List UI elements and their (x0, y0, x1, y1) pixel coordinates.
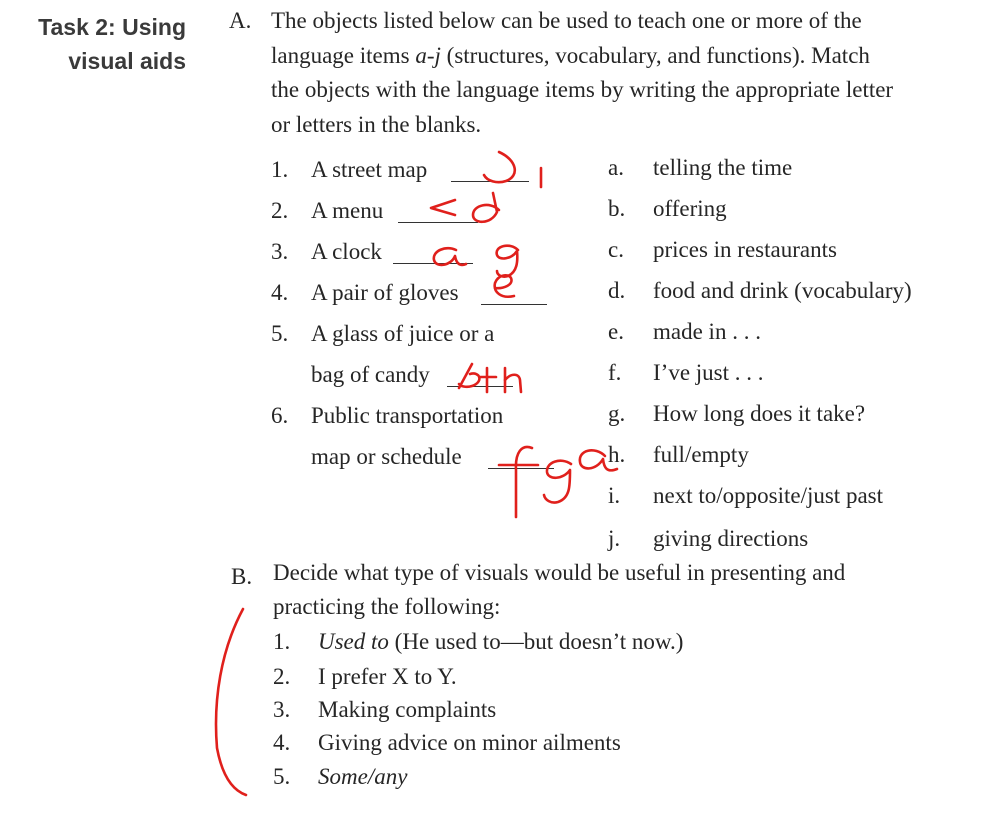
object-text: A clock (311, 239, 382, 264)
section-b-intro-line-1: Decide what type of visuals would be useful in presenting and (273, 560, 846, 585)
item-text: made in . . . (653, 319, 761, 344)
item-letter: h. (608, 442, 626, 467)
item-letter: a. (608, 155, 624, 180)
item-letter: j. (608, 526, 621, 551)
section-a-label: A. (229, 8, 252, 33)
item-text: telling the time (653, 155, 793, 180)
item-text: prices in restaurants (653, 237, 837, 262)
handwritten-answer-5 (459, 364, 521, 392)
handwritten-answer-2 (431, 193, 499, 222)
item-letter: c. (608, 237, 624, 262)
task-title-line-1: Task 2: Using (38, 14, 186, 40)
bracket-mark (216, 609, 246, 795)
object-text: Public transportation (311, 403, 504, 428)
range-a-j: a-j (415, 42, 441, 68)
item-text: How long does it take? (653, 401, 866, 426)
item-letter: i. (608, 483, 621, 508)
answer-blank-1[interactable] (451, 181, 529, 182)
object-text-continued: bag of candy (311, 362, 430, 387)
section-a-instructions (271, 4, 977, 142)
item-letter: b. (608, 196, 626, 221)
object-number: 4. (271, 280, 289, 305)
object-number: 5. (271, 321, 289, 346)
b-item-number: 2. (273, 664, 291, 689)
answer-blank-4[interactable] (481, 304, 547, 305)
item-text: I’ve just . . . (653, 360, 764, 385)
handwritten-answer-6 (499, 447, 617, 517)
b-item-text: I prefer X to Y. (318, 664, 457, 689)
instruction-line-1: The objects listed below can be used to teach one or more of the (271, 8, 862, 33)
object-text-continued: map or schedule (311, 444, 462, 469)
answer-blank-5[interactable] (447, 386, 513, 387)
item-text: offering (653, 196, 727, 221)
answer-blank-3[interactable] (393, 263, 473, 264)
b-item-text: Used to (He used to—but doesn’t now.) (318, 629, 684, 654)
object-text: A menu (311, 198, 384, 223)
item-letter: e. (608, 319, 624, 344)
b-item-text: Some/any (318, 764, 408, 789)
instruction-line-3: the objects with the language items by writing the appropriate letter (271, 77, 894, 102)
b-item-number: 5. (273, 764, 291, 789)
item-letter: f. (608, 360, 622, 385)
b-item-number: 4. (273, 730, 291, 755)
answer-blank-2[interactable] (398, 222, 478, 223)
task-title-line-2: visual aids (68, 48, 186, 74)
b-item-number: 1. (273, 629, 291, 654)
object-number: 2. (271, 198, 289, 223)
item-letter: g. (608, 401, 626, 426)
item-text: next to/opposite/just past (653, 483, 883, 508)
b-item-number: 3. (273, 697, 291, 722)
item-text: full/empty (653, 442, 749, 467)
task-title (10, 10, 186, 78)
instruction-line-4: or letters in the blanks. (271, 111, 482, 137)
item-text: food and drink (vocabulary) (653, 278, 912, 303)
object-number: 6. (271, 403, 289, 428)
item-text: giving directions (653, 526, 809, 551)
object-text: A pair of gloves (311, 280, 459, 305)
b-item-text: Giving advice on minor ailments (318, 730, 621, 755)
object-number: 3. (271, 239, 289, 264)
answer-blank-6[interactable] (488, 468, 554, 469)
b-item-text: Making complaints (318, 697, 497, 722)
section-b-label: B. (231, 564, 253, 589)
item-letter: d. (608, 278, 626, 303)
instruction-line-2: language items a-j (structures, vocabulary, and functions). Match (271, 42, 870, 68)
object-number: 1. (271, 157, 289, 182)
section-b-intro-line-2: practicing the following: (273, 594, 501, 619)
object-text: A glass of juice or a (311, 321, 495, 346)
object-text: A street map (311, 157, 428, 182)
